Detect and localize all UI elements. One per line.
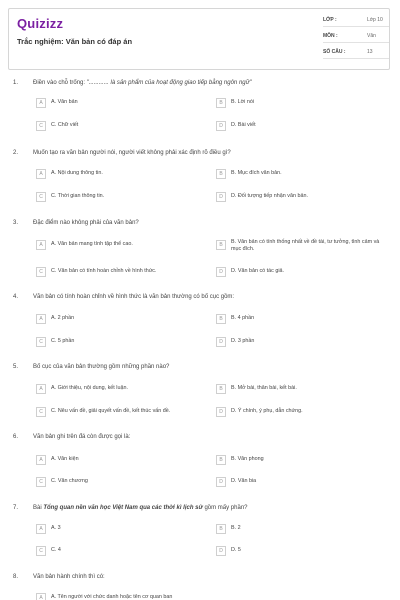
grade-value: Lớp 10: [367, 17, 383, 23]
question-number: 6.: [13, 434, 19, 440]
option-text: B. Mở bài, thân bài, kết bài.: [231, 385, 297, 391]
option-letter-box: D: [216, 121, 226, 131]
question-text: Muốn tạo ra văn bản người nói, người viết không phải xác định rõ điều gì?: [33, 150, 231, 156]
option-letter-box: C: [36, 477, 46, 487]
option-letter-box: C: [36, 267, 46, 277]
option-letter-box: A: [36, 240, 46, 250]
option-letter-box: B: [216, 384, 226, 394]
option-text: A. Văn bản mang tính tập thể cao.: [51, 241, 133, 247]
question-number: 2.: [13, 150, 19, 156]
option-text: C. 5 phần: [51, 338, 75, 344]
option-letter-box: B: [216, 169, 226, 179]
question-number: 1.: [13, 80, 19, 86]
worksheet-header: [8, 8, 390, 70]
option-letter-box: A: [36, 455, 46, 465]
option-letter-box: C: [36, 337, 46, 347]
question-text: Văn bản hành chính thì có:: [33, 574, 105, 580]
option-letter-box: A: [36, 169, 46, 179]
option-letter-box: A: [36, 593, 46, 600]
option-text: D. Ý chính, ý phụ, dẫn chứng.: [231, 408, 303, 414]
option-letter-box: B: [216, 98, 226, 108]
quizizz-logo[interactable]: Quizizz: [17, 16, 64, 31]
meta-divider: [323, 58, 389, 59]
option-text: C. 4: [51, 547, 61, 553]
option-text: B. Mục đích văn bản.: [231, 170, 282, 176]
question-text: Văn bản có tính hoàn chỉnh về hình thức là văn bản thường có bố cục gồm:: [33, 294, 235, 300]
option-text: D. 5: [231, 547, 241, 553]
option-text: A. 3: [51, 525, 61, 531]
option-text: A. Giới thiệu, nội dung, kết luận.: [51, 385, 128, 391]
meta-divider: [323, 26, 389, 27]
question-number: 4.: [13, 294, 19, 300]
option-letter-box: A: [36, 524, 46, 534]
subject-value: Văn: [367, 33, 376, 39]
question-number: 8.: [13, 574, 19, 580]
question-text: Bố cục của văn bản thường gồm những phần nào?: [33, 364, 170, 370]
option-text: B. Văn phong: [231, 456, 264, 462]
option-letter-box: A: [36, 98, 46, 108]
option-letter-box: D: [216, 407, 226, 417]
option-text: B. 2: [231, 525, 241, 531]
option-letter-box: D: [216, 192, 226, 202]
option-text: C. Nêu vấn đề, giải quyết vấn đề, kết thúc vấn đề.: [51, 408, 171, 414]
option-text: A. Văn kiện: [51, 456, 79, 462]
option-letter-box: B: [216, 314, 226, 324]
grade-label: LỚP :: [323, 17, 337, 23]
option-text: D. 3 phần: [231, 338, 255, 344]
question-number: 7.: [13, 505, 19, 511]
option-text: A. Tên người với chức danh hoặc tên cơ quan ban: [51, 594, 173, 600]
option-text: B. 4 phần: [231, 315, 255, 321]
question-text: Điền vào chỗ trống: "............ là sản phẩm của hoạt động giao tiếp bằng ngôn ngữ": [33, 80, 252, 86]
option-text: D. Đối tượng tiếp nhận văn bản.: [231, 193, 308, 199]
question-number: 3.: [13, 220, 19, 226]
option-letter-box: D: [216, 337, 226, 347]
option-text: A. 2 phần: [51, 315, 75, 321]
option-text: A. Văn bản: [51, 99, 78, 105]
option-text: C. Thời gian thông tin.: [51, 193, 105, 199]
option-text: C. Văn bản có tính hoàn chỉnh về hình thức.: [51, 268, 157, 274]
option-letter-box: C: [36, 407, 46, 417]
subject-label: MÔN :: [323, 33, 338, 39]
option-text: B. Văn bản có tính thống nhất về đề tài, tư tưởng, tình cảm và mục đích.: [231, 239, 380, 252]
question-text: Văn bản ghi trên đá còn được gọi là:: [33, 434, 131, 440]
question-text: Đặc điểm nào không phải của văn bản?: [33, 220, 139, 226]
option-text: B. Lời nói: [231, 99, 255, 105]
option-letter-box: A: [36, 314, 46, 324]
worksheet-title: Trắc nghiệm: Văn bản có đáp án: [17, 37, 133, 46]
option-text: D. Văn bia: [231, 478, 257, 484]
option-text: D. Văn bản có tác giả.: [231, 268, 285, 274]
option-text: D. Bài viết: [231, 122, 256, 128]
option-letter-box: A: [36, 384, 46, 394]
option-text: C. Chữ viết: [51, 122, 79, 128]
question-text: Bài Tổng quan nền văn học Việt Nam qua các thời kì lịch sử gồm mấy phần?: [33, 505, 248, 511]
question-count-label: SỐ CÂU :: [323, 49, 346, 55]
question-count-value: 13: [367, 49, 373, 55]
option-letter-box: C: [36, 192, 46, 202]
option-letter-box: C: [36, 546, 46, 556]
meta-divider: [323, 42, 389, 43]
option-letter-box: D: [216, 267, 226, 277]
option-letter-box: C: [36, 121, 46, 131]
option-letter-box: D: [216, 477, 226, 487]
question-number: 5.: [13, 364, 19, 370]
option-letter-box: B: [216, 240, 226, 250]
option-text: A. Nội dung thông tin.: [51, 170, 103, 176]
option-text: C. Văn chương: [51, 478, 88, 484]
option-letter-box: B: [216, 455, 226, 465]
option-letter-box: B: [216, 524, 226, 534]
option-letter-box: D: [216, 546, 226, 556]
